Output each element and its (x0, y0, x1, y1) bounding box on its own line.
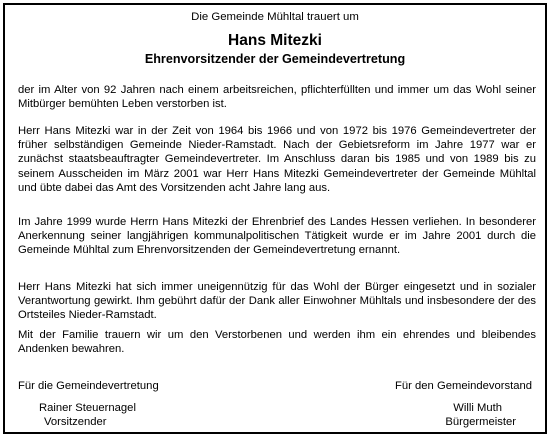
signature-right-title: Bürgermeister (445, 416, 516, 428)
deceased-name: Hans Mitezki (228, 32, 322, 49)
signature-right-heading: Für den Gemeindevorstand (395, 380, 532, 392)
paragraph-5: Mit der Familie trauern wir um den Verstorbenen und werden ihm ein ehrendes und bleibendes Andenken bewahren. (18, 329, 536, 356)
signature-left-heading: Für die Gemeindevertretung (18, 380, 159, 392)
signature-right-name: Willi Muth (453, 402, 502, 414)
intro-line: Die Gemeinde Mühltal trauert um (191, 11, 359, 23)
paragraph-1: der im Alter von 92 Jahren nach einem arbeitsreichen, pflichterfüllten und immer um das Wohl seiner Mitbürger bemühten Leben verstorben ist. (18, 84, 536, 111)
signature-left-title: Vorsitzender (44, 416, 107, 428)
obituary-notice (3, 3, 547, 434)
paragraph-4: Herr Hans Mitezki hat sich immer uneigennützig für das Wohl der Bürger eingesetzt und in sozialer Verantwortung gewirkt. Ihm gebührt dafür der Dank aller Einwohner Mühltals und insbesondere der des Ortsteiles Nieder-Ramstadt. (18, 281, 536, 322)
deceased-role: Ehrenvorsitzender der Gemeindevertretung (144, 52, 406, 66)
signature-left-name: Rainer Steuernagel (39, 402, 136, 414)
paragraph-3: Im Jahre 1999 wurde Herrn Hans Mitezki der Ehrenbrief des Landes Hessen verliehen. In besonderer Anerkennung seiner langjährigen kommunalpolitischen Tätigkeit wurde er im Jahre 2001 durch die Gemeinde Mühltal zum Ehrenvorsitzenden der Gemeindevertretung ernannt. (18, 216, 536, 257)
paragraph-2: Herr Hans Mitezki war in der Zeit von 1964 bis 1966 und von 1972 bis 1976 Gemeindevertreter der früher selbständigen Gemeinde Nieder-Ramstadt. Nach der Gebietsreform im Jahre 1977 war er zunächst staatsbeauftragter Gemeindevertreter. Im Anschluss daran bis 1985 und von 1989 bis zu seinem Ausscheiden im März 2001 war Herr Hans Mitezki Gemeindevertreter der Gemeinde Mühltal und übte dabei das Amt des Vorsitzenden acht Jahre lang aus. (18, 125, 536, 194)
